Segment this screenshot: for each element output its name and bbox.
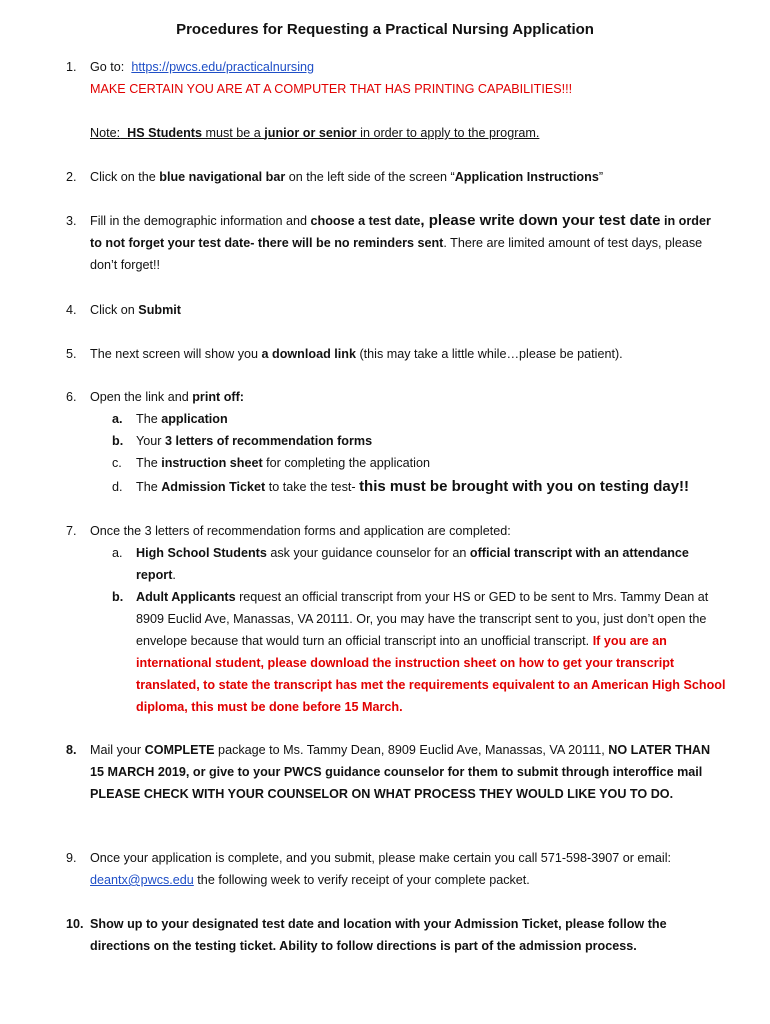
step-number: 6. bbox=[66, 390, 77, 404]
step-number: 10. bbox=[66, 917, 84, 931]
step-3-text: Fill in the demographic information and choose a test date, please write down your test date in order to not forget your test date- there will be no reminders sent. There are limited amount of test days, please don’t forget!! bbox=[90, 212, 711, 272]
step-4 bbox=[66, 299, 726, 321]
step-3 bbox=[66, 210, 726, 276]
step-number: 2. bbox=[66, 170, 77, 184]
list-item: d. The Admission Ticket to take the test- this must be brought with you on testing day!! bbox=[112, 478, 690, 495]
step-9 bbox=[66, 847, 726, 891]
step-5-text: The next screen will show you a download link (this may take a little while…please be patient). bbox=[90, 347, 623, 361]
step-number: 5. bbox=[66, 347, 77, 361]
step-number: 8. bbox=[66, 743, 77, 757]
step-4-text: Click on Submit bbox=[90, 303, 181, 317]
list-item: b. Adult Applicants request an official transcript from your HS or GED to be sent to Mrs. Tammy Dean at 8909 Euclid Ave, Manassas, VA 20111. Or, you may have the transcript sent to you, just don’t open the envelope because that would turn an official transcript into an unofficial transcript. If you are an international student, please download the instruction sheet on how to get your transcript translated, to state the transcript has met the requirements equivalent to an American High School diploma, this must be done before 15 March. bbox=[112, 590, 726, 714]
step-5 bbox=[66, 343, 726, 365]
page-title: Procedures for Requesting a Practical Nursing Application bbox=[176, 21, 594, 38]
list-item: b. Your 3 letters of recommendation forms bbox=[112, 434, 373, 448]
hs-student-note: Note: HS Students must be a junior or senior in order to apply to the program. bbox=[90, 126, 540, 140]
step-9-text: Once your application is complete, and you submit, please make certain you call 571-598-3907 or email: deantx@pwcs.edu the following week to verify receipt of your complete packet. bbox=[90, 851, 672, 887]
step-2 bbox=[66, 166, 726, 188]
email-link[interactable]: deantx@pwcs.edu bbox=[90, 873, 194, 887]
step-number: 9. bbox=[66, 851, 77, 865]
list-item: a. High School Students ask your guidance counselor for an official transcript with an attendance report. bbox=[112, 546, 689, 582]
printing-warning: MAKE CERTAIN YOU ARE AT A COMPUTER THAT HAS PRINTING CAPABILITIES!!! bbox=[90, 82, 573, 96]
list-item: a. The application bbox=[112, 412, 228, 426]
step-10 bbox=[66, 913, 726, 957]
step-number: 4. bbox=[66, 303, 77, 317]
step-10-text: Show up to your designated test date and location with your Admission Ticket, please follow the directions on the testing ticket. Ability to follow directions is part of the admission process. bbox=[90, 917, 667, 953]
step-7 bbox=[66, 520, 726, 718]
step-8 bbox=[66, 739, 726, 805]
step-6-text: Open the link and print off: bbox=[90, 390, 244, 404]
step-7-text: Once the 3 letters of recommendation forms and application are completed: bbox=[90, 524, 511, 538]
practical-nursing-link[interactable]: https://pwcs.edu/practicalnursing bbox=[131, 60, 315, 74]
step-number: 7. bbox=[66, 524, 77, 538]
goto-label: Go to: bbox=[90, 60, 125, 74]
step-6 bbox=[66, 386, 726, 500]
step-number: 3. bbox=[66, 214, 77, 228]
step-2-text: Click on the blue navigational bar on the left side of the screen “Application Instructions” bbox=[90, 170, 604, 184]
step-8-text: Mail your COMPLETE package to Ms. Tammy Dean, 8909 Euclid Ave, Manassas, VA 20111, NO LATER THAN 15 MARCH 2019, or give to your PWCS guidance counselor for them to submit through interoffice mail PLEASE CHECK WITH YOUR COUNSELOR ON WHAT PROCESS THEY WOULD LIKE YOU TO DO. bbox=[90, 743, 711, 801]
list-item: c. The instruction sheet for completing the application bbox=[112, 456, 430, 470]
step-number: 1. bbox=[66, 60, 77, 74]
step-1 bbox=[66, 56, 726, 144]
